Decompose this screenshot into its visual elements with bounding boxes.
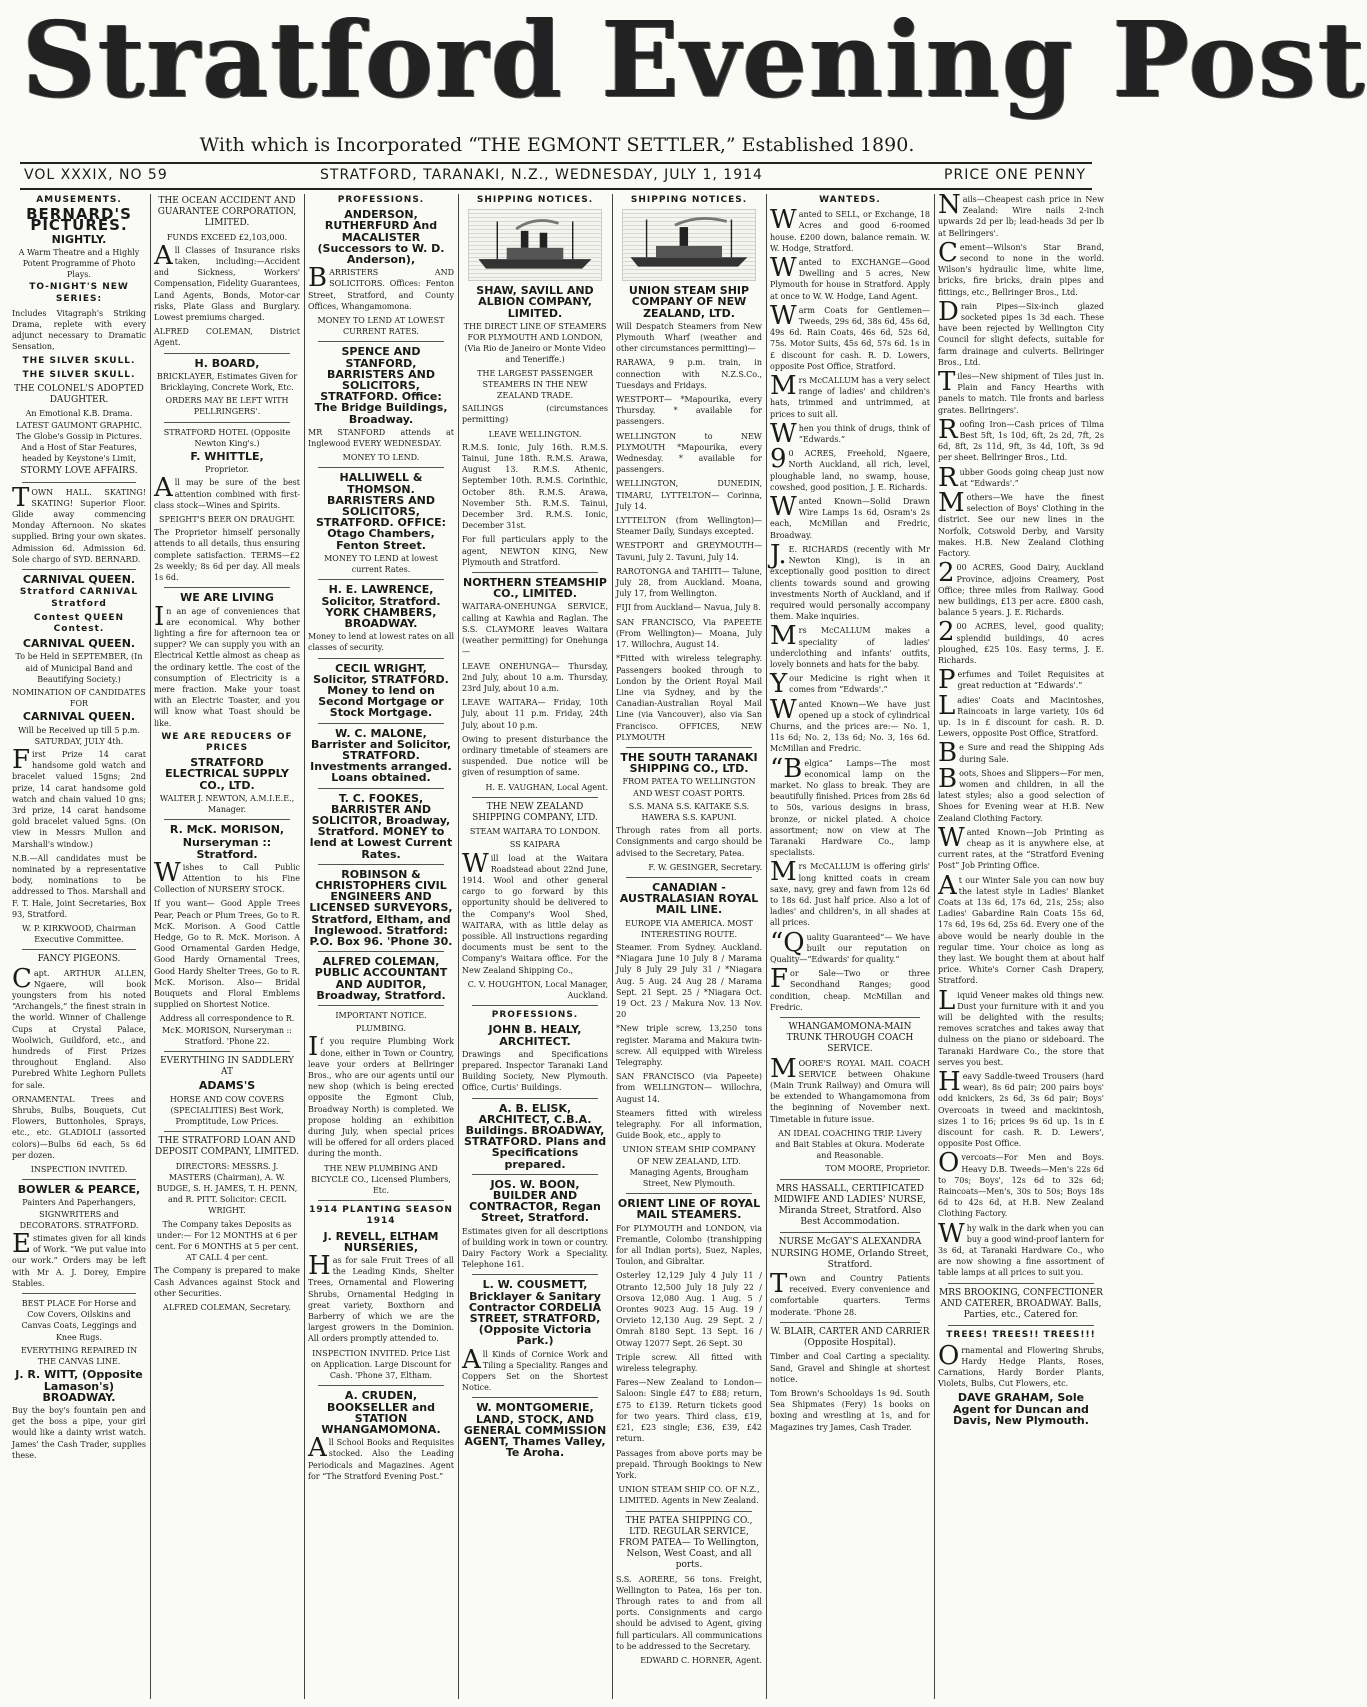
column-classifieds (938, 190, 1104, 1699)
classified-ad: Boots, Shoes and Slippers—For men, women and children, in all the latest styles; also a good selection of Shoes for Evening wear at H.B. New Zealand Clothing Factory. (938, 763, 1104, 823)
ad-text: *Fitted with wireless telegraphy. Passengers booked through to London by the Orient Royal Mail Line via Sydney, and by the Canadian-Australian Royal Mail Line (via Vancouver), also via San Francisco. OFFICES, NEW PLYMOUTH (616, 654, 762, 742)
ad-headline: SPENCE AND STANFORD, BARRISTERS AND SOLICITORS, STRATFORD. Office: The Bridge Buildings, Broadway. (314, 345, 448, 426)
film-title: THE SILVER SKULL. (22, 369, 136, 380)
ad-text: Address all correspondence to R. McK. MORISON, Nurseryman :: Stratford. 'Phone 22. (159, 1014, 295, 1046)
classified-ad: Heavy Saddle-tweed Trousers (hard wear), 8s 6d pair; 200 pairs boys' odd knickers, 2s 6d, 3s 6d pair; Boys' Overcoats in tweed and mackintosh, sizes 1 to 16; prices 9s 6d up. 1s in £ discount for cash. R. D. Lewers', opposite Post Office. (938, 1067, 1104, 1149)
ad-headline: W. C. MALONE, Barrister and Solicitor, STRATFORD. Investments arranged. Loans obtained. (310, 726, 452, 785)
ad-text: LYTTELTON (from Wellington)— Steamer Daily, Sundays excepted. (616, 516, 762, 537)
ad-text: Fares—New Zealand to London— Saloon: Single £47 to £88; return, £75 to £139. Return tickets good for two years. Third class, £19, £21, £23 single; £36, £39, £42 return. (616, 1378, 762, 1444)
ad-text: WESTPORT— *Mapourika, every Thursday. * available for passengers. (616, 395, 762, 427)
ad-text: W. P. KIRKWOOD, Chairman Executive Committee. (21, 923, 137, 945)
ad-text: Ornamental and Flowering Shrubs, Hardy Hedge Plants, Roses, Carnations, Hardy Border Plants, Violets, Bulbs, Cut Flowers, etc. (938, 1340, 1104, 1389)
classified-ad: “Belgica” Lamps—The most economical lamp on the market. No glass to break. They are beautifully finished. Prices from 28s 6d to 50s, various designs in brass, bronze, or nickel plated. A choice assortment; now on view at The Taranaki Hardware Co., lamp specialists. (770, 753, 930, 858)
section-heading: WANTEDS. (819, 195, 881, 205)
ad-text: SAN FRANCISCO (via Papeete) from WELLINGTON— Willochra, August 14. (616, 1072, 762, 1104)
classified-ad: Wanted to EXCHANGE—Good Dwelling and 5 acres, New Plymouth for house in Stratford. Apply at once to W. W. Hodge, Land Agent. (770, 253, 930, 301)
ad-headline: EVERYTHING IN SADDLERY AT (160, 1056, 294, 1078)
ad-headline: DAVE GRAHAM, Sole Agent for Duncan and Davis, New Plymouth. (953, 1391, 1089, 1427)
classified-ad: Nails—Cheapest cash price in New Zealand: Wire nails 2-inch upwards 2d per lb; lead-heads 3d per lb at Bellringers'. (938, 190, 1104, 238)
ad-subhead: WE ARE REDUCERS OF PRICES (161, 731, 293, 753)
ad-text: SPEIGHT'S BEER ON DRAUGHT. (158, 515, 296, 525)
issue-info-bar (20, 162, 1092, 190)
ad-headline: THE PATEA SHIPPING CO., LTD. REGULAR SERVICE, FROM PATEA— To Wellington, Nelson, West Coast, and all ports. (619, 1515, 759, 1571)
ad-text: MONEY TO LEND at lowest current Rates. (324, 553, 438, 575)
ad-text: WELLINGTON, DUNEDIN, TIMARU, LYTTELTON— Corinna, July 14. (616, 479, 762, 511)
ad-headline: ORIENT LINE OF ROYAL MAIL STEAMERS. (617, 1197, 761, 1222)
ad-text: H. E. VAUGHAN, Local Agent. (485, 782, 608, 792)
ad-text: Through rates from all ports. Consignments and cargo should be advised to the Secretary, Patea. (616, 826, 762, 858)
ad-text: EDWARD C. HORNER, Agent. (640, 1655, 762, 1665)
classified-ad: 90 ACRES, Freehold, Ngaere, North Auckland, all rich, level, ploughable land, no swamp, house, cowshed, good position, J. E. Richards. (770, 444, 930, 492)
ad-text: IMPORTANT NOTICE. (335, 1011, 427, 1020)
ad-text: MONEY TO LEND. (342, 453, 420, 463)
column-amusements (12, 194, 146, 1699)
ad-text: NOMINATION OF CANDIDATES FOR (12, 687, 146, 709)
column-rule (150, 194, 151, 1699)
ad-text: LEAVE WAITARA— Friday, 10th July, about 11 p.m. Friday, 24th July, about 10 p.m. (462, 698, 608, 730)
ad-headline: H. BOARD, (194, 356, 260, 370)
classified-ad: Perfumes and Toilet Requisites at great reduction at “Edwards'.” (938, 665, 1104, 696)
ad-text: Money to lend at lowest rates on all classes of security. (308, 632, 454, 653)
ad-headline: MRS BROOKING, CONFECTIONER AND CATERER, BROADWAY. Balls, Parties, etc., Catered for. (939, 1287, 1103, 1321)
ad-headline: THE OCEAN ACCIDENT AND GUARANTEE CORPORATION, LIMITED. (157, 196, 297, 229)
ad-headline: ROBINSON & CHRISTOPHERS CIVIL ENGINEERS AND LICENSED SURVEYORS, Stratford, Eltham, and Inglewood. Stratford: P.O. Box 96. 'Phone 30. (309, 867, 453, 948)
ad-text: WALTER J. NEWTON, A.M.I.E.E., Manager. (159, 793, 295, 814)
ad-text: PLUMBING. (356, 1024, 406, 1034)
ad-text: Includes Vitagraph's Striking Drama, replete with every adjunct necessary to Dramatic Sensation, (12, 308, 146, 352)
classified-ad: Ladies' Coats and Macintoshes, Raincoats in large variety, 10s 6d up. 1s in £ discount for cash. R. D. Lewers, opposite Post Office, Stratford. (938, 690, 1104, 739)
classified-ad: Roofing Iron—Cash prices of Tilma Best 5ft, 1s 10d, 6ft, 2s 2d, 7ft, 2s 6d, 8ft, 2s 11d, 9ft, 3s 4d, 10ft, 3s 9d per sheet. Bellringer Bros., Ltd. (938, 414, 1104, 463)
steamship-illustration (622, 209, 756, 281)
classified-ad: Wanted Known—We have just opened up a stock of cylindrical Churns, and the prices are:— No. 1, 11s 6d; No. 2, 13s 6d; No. 3, 16s 6d. McMillan and Fredric. (770, 694, 930, 754)
steamship-illustration (468, 209, 602, 281)
classified-ad: Mrs McCALLUM makes a speciality of ladies' underclothing and infants' outfits, lovely bonnets and hats for the baby. (770, 621, 930, 669)
ad-text: WELLINGTON to NEW PLYMOUTH *Mapourika, every Wednesday. * available for passengers. (616, 431, 762, 475)
ad-text: Town and Country Patients received. Every convenience and comfortable quarters. Terms moderate. 'Phone 28. (770, 1269, 930, 1317)
column-professions (308, 194, 454, 1699)
classified-ad: 200 ACRES, Good Dairy, Auckland Province, adjoins Creamery, Post Office; three miles from Railway. Good new buildings, £13 per acre. £800 cash, balance 5 years. J. E. Richards. (938, 558, 1104, 618)
ad-headline: TREES! TREES!! TREES!!! (946, 1330, 1096, 1341)
ad-headline: JOS. W. BOON, BUILDER AND CONTRACTOR, Regan Street, Stratford. (469, 1177, 601, 1225)
ad-text: Capt. ARTHUR ALLEN, Ngaere, will book youngsters from his noted “Archangels,” the finest strain in the world. Winner of Challenge Cups at Crystal Palace, Woolwich, Guildford, etc., and hundreds of First Prizes throughout England. Also Purebred White Leghorn Pullets for sale. (12, 963, 146, 1090)
classified-ad: When you think of drugs, think of “Edwards.” (770, 418, 930, 449)
ad-headline: HALLIWELL & THOMSON. BARRISTERS AND SOLICITORS, STRATFORD. OFFICE: Otago Chambers, Fenton Street. (316, 471, 446, 552)
ad-text: A Warm Theatre and a Highly Potent Programme of Photo Plays. (18, 247, 140, 280)
ad-text: Owing to present disturbance the ordinary timetable of steamers are suspended. Due notice will be given of resumption of same. (462, 734, 608, 778)
ad-subhead: Stratford CARNIVAL Stratford (19, 587, 139, 609)
ad-headline: F. WHITTLE, (190, 450, 264, 464)
ad-text: *New triple screw, 13,250 tons register. Marama and Makura twin-screw. All equipped with Wireless Telegraphy. (616, 1024, 762, 1067)
ad-text: Timber and Coal Carting a speciality. Sand, Gravel and Shingle at shortest notice. (770, 1352, 930, 1384)
ad-headline: THE NEW ZEALAND SHIPPING COMPANY, LTD. (472, 801, 598, 823)
classified-ad: Cement—Wilson's Star Brand, second to none in the world. Wilson's hydraulic lime, white lime, bricks, fire bricks, drain pipes and fittings, etc., Bellringer Bros., Ltd. (938, 237, 1104, 297)
ad-text: S.S. AORERE, 56 tons. Freight, Wellington to Patea, 16s per ton. Through rates to and from all ports. Consignments and cargo should be advised to Agent, giving full particulars. All communications to be addressed to the Secretary. (616, 1574, 762, 1651)
ad-text: F. W. GESINGER, Secretary. (648, 862, 762, 872)
classified-ad: Warm Coats for Gentlemen— Tweeds, 29s 6d, 38s 6d, 45s 6d, 49s 6d. Rain Coats, 46s 6d, 52s 6d, 75s. Motor Suits, 45s 6d, 57s 6d. 1s in £ discount for cash. R. D. Lowers, opposite Post Office, Stratford. (770, 300, 930, 371)
ad-text: UNION STEAM SHIP COMPANY OF NEW ZEALAND, LTD. Managing Agents, Brougham Street, New Plymouth. (622, 1145, 756, 1189)
steamship-icon (469, 210, 601, 280)
ad-subhead: 1914 PLANTING SEASON 1914 (309, 1205, 453, 1227)
ad-text: Painters And Paperhangers, SIGNWRITERS and DECORATORS. STRATFORD. (19, 1198, 139, 1230)
ad-text: C. V. HOUGHTON, Local Manager, Auckland. (467, 979, 608, 1000)
classified-ad: Wanted to SELL, or Exchange, 18 Acres and good 6-roomed house. £200 down, balance remain. W. W. Hodge, Stratford. (770, 205, 930, 253)
ad-text: RAROTONGA and TAHITI— Talune, July 28, from Auckland. Moana, July 17, from Wellington. (616, 566, 762, 599)
section-heading: SHIPPING NOTICES. (630, 195, 748, 205)
ad-headline: J. REVELL, ELTHAM NURSERIES, (323, 1229, 439, 1254)
ad-headline: MRS HASSALL, CERTIFICATED MIDWIFE AND LADIES' NURSE, Miranda Street, Stratford. Also Best Accommodation. (773, 1183, 927, 1228)
ad-text: SS KAIPARA (509, 840, 561, 850)
section-heading: PROFESSIONS. (337, 195, 425, 205)
ad-text: STEAM WAITARA TO LONDON. (469, 827, 601, 837)
classified-ad: “Quality Guaranteed”— We have built our reputation on Quality—“Edwards' for quality.” (770, 927, 930, 964)
classified-ad: J.E. RICHARDS (recently with Mr Newton King), is in an exceptionally good position to direct clients towards sound and growing investments North of Auckland, and if required would personally accompany them. Make inquiries. (770, 539, 930, 622)
ad-text: ORNAMENTAL Trees and Shrubs, Bulbs, Bouquets, Cut Flowers, Buttonholes, Sprays, etc., etc. GLADIOLI (assorted colors)—Bulbs 6d each, 5s 6d per dozen. (12, 1094, 146, 1160)
ad-headline: L. W. COUSMETT, Bricklayer & Sanitary Contractor CORDELIA STREET, STRATFORD, (Opposite Victoria Park.) (468, 1278, 602, 1348)
ad-text: LEAVE WELLINGTON. (488, 429, 582, 439)
classified-ad: At our Winter Sale you can now buy the latest style in Ladies' Blanket Coats at 13s 6d, 17s 6d, 21s, 25s; also Ladies' Gabardine Rain Coats 15s 6d, 17s 6d, 19s 6d, 25s 6d. Every one of the above would be nearly double in the regular time. Your choice as long as they last. We bought them at about half price. White's Corner Cash Drapery, Stratford. (938, 870, 1104, 986)
ad-text: To be Held in SEPTEMBER, (In aid of Municipal Band and Beautifying Society.) (15, 652, 143, 684)
ad-text: DIRECTORS: MESSRS. J. MASTERS (Chairman), A. W. BUDGE, S. H. JAMES, T. H. PENN, and R. PITT. Solicitor: CECIL WRIGHT. (156, 1161, 298, 1216)
ad-text: INSPECTION INVITED. Price List on Application. Large Discount for Cash. 'Phone 37, Eltham. (310, 1348, 452, 1381)
dateline: STRATFORD, TARANAKI, N.Z., WEDNESDAY, JULY 1, 1914 (320, 167, 763, 183)
ad-text: Estimates given for all kinds of Work. “We put value into our work.” Orders may be left with Mr A. J. Dorey, Empire Stables. (12, 1229, 146, 1288)
ad-text: Drawings and Specifications prepared. Inspector Taranaki Land Building Society, New Plymouth. Office, Curtis' Buildings. (462, 1049, 608, 1093)
ad-headline: ALFRED COLEMAN, PUBLIC ACCOUNTANT AND AUDITOR, Broadway, Stratford. (314, 955, 448, 1002)
ad-text: Will be Received up till 5 p.m. SATURDAY, JULY 4th. (18, 725, 140, 746)
classified-ad: For Sale—Two or three Secondhand Ranges; good condition, cheap. McMillan and Fredric. (770, 964, 930, 1012)
newspaper-title: Stratford Evening Post (22, 0, 1367, 121)
column-rule (612, 194, 613, 1699)
ad-text: MOORE'S ROYAL MAIL COACH SERVICE between Ohakune (Main Trunk Railway) and Omura will be extended to Whangamomona from the beginning of November next. Timetable in future issue. (770, 1053, 930, 1124)
ad-headline: CARNIVAL QUEEN. (22, 710, 136, 724)
classified-ad: Rubber Goods going cheap just now at “Edwards'.” (938, 462, 1104, 493)
ad-text: N.B.—All candidates must be nominated by a representative body, nominations to be addressed to Thos. Marshall and F. T. Hale, Joint Secretaries, Box 93, Stratford. (12, 853, 146, 919)
ad-headline: R. McK. MORISON, (169, 823, 285, 837)
ad-text: Proprietor. (205, 465, 249, 475)
ad-text: S.S. MANA S.S. KAITAKE S.S. HAWERA S.S. KAPUNI. (628, 801, 750, 822)
ad-headline: A. CRUDEN, BOOKSELLER and STATION WHANGAMOMONA. (321, 1389, 441, 1436)
ad-headline: JOHN B. HEALY, ARCHITECT. (488, 1023, 582, 1048)
classified-ad: Wanted Known—Job Printing as cheap as it is anywhere else, at current rates, at the “Stratford Evening Post” Job Printing Office. (938, 822, 1104, 871)
ad-headline: WE ARE LIVING (180, 591, 274, 605)
ad-headline: NURSE McGAY'S ALEXANDRA NURSING HOME, Orlando Street, Stratford. (771, 1237, 929, 1270)
ad-text: If you want— Good Apple Trees Pear, Peach or Plum Trees, Go to R. McK. Morison. A Good Cattle Hedge, Go to R. McK. Morison. A Good Ornamental Garden Hedge, Good Hardy Ornamental Trees, Good Hardy Shelter Trees, Go to R. McK. Morison. Also— Bridal Bouquets and Floral Emblems supplied on Shortest Notice. (154, 899, 300, 1010)
ad-text: EVERYTHING REPAIRED IN THE CANVAS LINE. (20, 1345, 138, 1367)
classified-ad: Overcoats—For Men and Boys. Heavy D.B. Tweeds—Men's 22s 6d to 70s; Boys', 12s 6d to 32s 6d; Raincoats—Men's, 30s to 50s; Boys 18s 6d to 42s 6d, at H.B. New Zealand Clothing Factory. (938, 1148, 1104, 1219)
column-shipping-2 (616, 194, 762, 1699)
ad-headline: STRATFORD ELECTRICAL SUPPLY CO., LTD. (165, 756, 289, 792)
ad-text: Has for sale Fruit Trees of all the Leading Kinds, Shelter Trees, Ornamental and Flowering Shrubs, Ornamental Hedging in great variety, Boxthorn and Barberry of which we are the largest growers in the Dominion. All orders promptly attended to. (308, 1251, 454, 1344)
ad-text: EUROPE VIA AMERICA. MOST INTERESTING ROUTE. (625, 918, 753, 939)
ad-text: BARRISTERS AND SOLICITORS. Offices: Fenton Street, Stratford, and County Offices, Whangamomona. (308, 263, 454, 311)
masthead-subtitle: With which is Incorporated “THE EGMONT SETTLER,” Established 1890. (199, 134, 915, 156)
ad-text: THE NEW PLUMBING AND BICYCLE CO., Licensed Plumbers, Etc. (311, 1163, 451, 1196)
ad-headline: CANADIAN - AUSTRALASIAN ROYAL MAIL LINE. (619, 880, 759, 917)
steamship-icon (623, 210, 755, 280)
classified-ad: Wanted Known—Solid Drawn Wire Lamps 1s 6d, Osram's 2s each, McMillan and Fredric, Broadway. (770, 492, 930, 540)
ad-headline: CECIL WRIGHT, Solicitor, STRATFORD. Money to lend on Second Mortgage or Stock Mortgage. (313, 661, 449, 720)
ad-headline: BERNARD'S PICTURES. (26, 205, 132, 235)
ad-text: The Proprietor himself personally attends to all details, thus ensuring complete satisfaction. TERMS—£2 2s weekly; 8s 6d per day. All meals 1s 6d. (154, 528, 300, 583)
ad-text: LEAVE ONEHUNGA— Thursday, 2nd July, about 10 a.m. Thursday, 23rd July, about 10 a.m. (462, 661, 608, 693)
ad-headline: ADAMS'S (198, 1079, 256, 1093)
ad-text: R.M.S. Ionic, July 16th. R.M.S. Tainui, June 18th. R.M.S. Arawa, August 13. R.M.S. Athenic, September 10th. R.M.S. Corinthic, October 8th. R.M.S. Arawa, November 5th. R.M.S. Tainui, December 3rd. R.M.S. Ionic, December 31st. (462, 442, 608, 531)
ad-text: Will load at the Waitara Roadstead about 22nd June, 1914. Wool and other general cargo to go forward by this opportunity should be delivered to the Company's Wool Shed, WAITARA, with as little delay as possible. All instructions regarding documents must be sent to the Company's Waitara office. For the New Zealand Shipping Co., (462, 848, 608, 975)
ad-text: Buy the boy's fountain pen and get the boss a pipe, your girl would like a dainty wrist watch. James' the Cash Trader, supplies these. (12, 1405, 146, 1460)
ad-text: BRICKLAYER, Estimates Given for Bricklaying, Concrete Work, Etc. (156, 371, 298, 393)
column-wanteds (770, 194, 930, 1699)
ad-text: AN IDEAL COACHING TRIP. Livery and Bait Stables at Okura. Moderate and Reasonable. (775, 1128, 925, 1161)
ad-headline: NORTHERN STEAMSHIP CO., LIMITED. (463, 576, 607, 601)
classified-ad: Your Medicine is right when it comes from “Edwards'.” (770, 669, 930, 700)
ad-text: STRATFORD HOTEL (Opposite Newton King's.) (163, 427, 291, 448)
ad-text: RARAWA, 9 p.m. train, in connection with N.Z.S.Co., Tuesdays and Fridays. (616, 358, 762, 390)
ad-headline: W. BLAIR, CARTER AND CARRIER (Opposite Hospital). (770, 1326, 930, 1349)
ad-text: MR STANFORD attends at Inglewood EVERY WEDNESDAY. (308, 427, 454, 449)
film-title: THE COLONEL'S ADOPTED DAUGHTER. (14, 384, 144, 406)
sailing-schedule: Steamer. From Sydney. Auckland. *Niagara June 10 July 8 / Marama July 8 July 29 July 31 / *Niagara Aug. 5 Aug. 24 Aug 28 / Marama Sept. 21 Sept. 25 / *Niagara Oct. 19 Oct. 23 / Makura Nov. 13 Nov. 20 (616, 942, 762, 1020)
ad-headline: ANDERSON, RUTHERFURD And MACALISTER (Successors to W. D. Anderson), (317, 208, 445, 267)
ad-headline: FANCY PIGEONS. (37, 954, 121, 965)
ad-headline: W. MONTGOMERIE, LAND, STOCK, AND GENERAL COMMISSION AGENT, Thames Valley, Te Aroha. (463, 1401, 607, 1460)
ad-text: Steamers fitted with wireless telegraphy. For all information, Guide Book, etc., apply to (616, 1108, 762, 1141)
classified-ad: Why walk in the dark when you can buy a good wind-proof lantern for 3s 6d, at Taranaki Hardware Co., who are now showing a fine assortment of table lamps at all prices to suit you. (938, 1218, 1104, 1278)
ad-text: If you require Plumbing Work done, either in Town or Country, leave your orders at Bellringer Bros., who are our agents until our new shop (which is being erected opposite the Egmont Club, Broadway North) is completed. We propose holding an exhibition during July, when special prices will be offered for all orders placed during the month. (308, 1032, 454, 1159)
sailing-schedule: Osterley 12,129 July 4 July 11 / Otranto 12,500 July 18 July 22 / Orsova 12,080 Aug. 1 Aug. 5 / Orontes 9023 Aug. 15 Aug. 19 / Orvieto 12,130 Aug. 29 Sept. 2 / Omrah 8180 Sept. 13 Sept. 16 / Otway 12077 Sept. 26 Sept. 30 (616, 1271, 762, 1348)
ad-headline: THE SOUTH TARANAKI SHIPPING CO., LTD. (620, 750, 758, 776)
ad-text: ALFRED COLEMAN, Secretary. (163, 1303, 291, 1313)
ad-text: HORSE AND COW COVERS (SPECIALITIES) Best Work, Promptitude, Low Prices. (169, 1094, 285, 1127)
ad-text: All School Books and Requisites stocked. Also the Leading Periodicals and Magazines. Agent for “The Stratford Evening Post.” (308, 1433, 454, 1481)
ad-text: First Prize 14 carat handsome gold watch and bracelet valued 15gns; 2nd prize, 14 carat handsome gold watch and chain valued 10 gns; 3rd prize, 14 carat handsome gold bracelet valued 5gns. (On view in Messrs Mullon and Marshall's window.) (12, 744, 146, 849)
ad-text: SAILINGS (circumstances permitting) (462, 404, 608, 425)
ad-text: Wishes to Call Public Attention to his Fine Collection of NURSERY STOCK. (154, 857, 300, 895)
ad-headline: CARNIVAL QUEEN. (22, 573, 136, 587)
ad-text: In an age of conveniences that are economical. Why bother lighting a fire for afternoon tea or supper? We can supply you with an Electrical Kettle almost as cheap as the ordinary kettle. The cost of the consumption of Electricity is a mere fraction. Make your toast with an Electric Toaster, and you will know what Toast should be like. (154, 601, 300, 728)
ad-text: TOM MOORE, Proprietor. (825, 1164, 930, 1174)
columns-area (12, 190, 1104, 1699)
ad-text: FUNDS EXCEED £2,103,000. (166, 232, 288, 242)
ad-text: WAITARA-ONEHUNGA SERVICE, calling at Kawhia and Raglan. The S.S. CLAYMORE leaves Waitara (weather permitting) for Onehunga— (462, 602, 608, 657)
classified-ad: Drain Pipes—Six-inch glazed socketed pipes 1s 3d each. These have been rejected by Wellington City Council for slight defects, suitable for farm drainage and culverts. Bellringer Bros., Ltd. (938, 296, 1104, 367)
ad-text: TOWN HALL. SKATING! SKATING! Superior Floor. Glide away commencing Monday Afternoon. No skates supplied. Bring your own skates. Admission 6d. Admission 6d. Sole chargo of SYD. BERNARD. (12, 482, 146, 564)
ad-text: ORDERS MAY BE LEFT WITH PELLRINGERS'. (165, 396, 289, 417)
classified-ad: Mrs McCALLUM is offering girls' long knitted coats in cream saxe, navy, grey and fawn from 12s 6d to 18s 6d. Just half price. Also a lot of ladies' and children's, in all shades at all prices. (770, 857, 930, 928)
volume-number: VOL XXXIX, NO 59 (24, 167, 168, 183)
ad-text: UNION STEAM SHIP CO. OF N.Z., LIMITED. Agents in New Zealand. (618, 1485, 760, 1506)
classified-ad: 200 ACRES, level, good quality; splendid buildings, 40 acres ploughed, £25 10s. Easy terms, J. E. Richards. (938, 617, 1104, 665)
ad-text: SAN FRANCISCO, Via PAPEETE (From Wellington)— Moana, July 17. Willochra, August 14. (616, 617, 762, 650)
column-rule (934, 194, 935, 1699)
ad-text: Will Despatch Steamers from New Plymouth Wharf (weather and other circumstances permitting)— (616, 321, 762, 354)
column-rule (304, 194, 305, 1699)
column-shipping-1 (462, 194, 608, 1699)
ad-headline: UNION STEAM SHIP COMPANY OF NEW ZEALAND, LTD. (628, 284, 750, 320)
section-heading: AMUSEMENTS. (36, 195, 122, 205)
film-title: THE SILVER SKULL. (22, 355, 136, 366)
ad-text: For full particulars apply to the agent, NEWTON KING, New Plymouth and Stratford. (462, 535, 608, 567)
ad-text: BEST PLACE For Horse and Cow Covers, Oilskins and Canvas Coats, Leggings and Knee Rugs. (21, 1299, 137, 1342)
classified-ad: Be Sure and read the Shipping Ads during Sale. (938, 738, 1104, 769)
ad-text: An Emotional K.B. Drama. LATEST GAUMONT GRAPHIC. The Globe's Gossip in Pictures. And a Host of Star Features, headed by Keystone's Limit, (15, 409, 143, 464)
masthead (0, 0, 1367, 156)
column-rule (458, 194, 459, 1699)
ad-headline: J. R. WITT, (Opposite Lamason's) BROADWAY. (15, 1368, 143, 1404)
ad-text: All may be sure of the best attention combined with first-class stock—Wines and Spirits. (154, 473, 300, 510)
column-insurance (154, 194, 300, 1699)
ad-text: WESTPORT and GREYMOUTH— Tavuni, July 2. Tavuni, July 14. (616, 541, 762, 562)
ad-headline: T. C. FOOKES, BARRISTER AND SOLICITOR, Broadway, Stratford. MONEY to lend at Lowest Current Rates. (309, 791, 453, 861)
ad-text: FIJI from Auckland— Navua, July 8. (616, 603, 761, 613)
ad-text: All Kinds of Cornice Work and Tiling a Speciality. Ranges and Coppers Set on the Shortest Notice. (462, 1344, 608, 1393)
ad-text: FROM PATEA TO WELLINGTON AND WEST COAST PORTS. (622, 777, 756, 798)
ad-text: The Company is prepared to make Cash Advances against Stock and other Securities. (154, 1266, 300, 1298)
ad-text: Estimates given for all descriptions of building work in town or country. Dairy Factory Work a Speciality. Telephone 161. (462, 1226, 608, 1270)
ad-text: Passages from above ports may be prepaid. Through Bookings to New York. (616, 1448, 762, 1480)
ad-text: Triple screw. All fitted with wireless telegraphy. (616, 1352, 762, 1374)
ad-text: MONEY TO LEND AT LOWEST CURRENT RATES. (317, 316, 445, 337)
ad-text: All Classes of Insurance risks taken, including:—Accident and Sickness, Workers' Compensation, Fidelity Guarantees, Land Agents, Bonds, Motor-car risks, Plate Glass and Burglary. Lowest premiums charged. (154, 240, 300, 323)
ad-text: THE LARGEST PASSENGER STEAMERS IN THE NEW ZEALAND TRADE. (477, 368, 593, 401)
ad-headline: WHANGAMOMONA-MAIN TRUNK THROUGH COACH SERVICE. (786, 1022, 914, 1055)
ad-subhead: Nurseryman :: Stratford. (182, 836, 272, 861)
price: PRICE ONE PENNY (944, 167, 1086, 183)
ad-text: THE DIRECT LINE OF STEAMERS FOR PLYMOUTH AND LONDON, (Via Rio de Janeiro or Monte Video and Teneriffe.) (463, 321, 607, 365)
ad-text: For PLYMOUTH and LONDON, via Fremantle, Colombo (transhipping for all Indian ports), Suez, Naples, Toulon, and Gibraltar. (616, 1223, 762, 1267)
ad-headline: CARNIVAL QUEEN. (22, 637, 136, 651)
ad-text: Tom Brown's Schooldays 1s 9d. South Sea Shipmates (Fery) 1s books on boxing and wrestling at 1s, and for Magazines try James, Cash Trader. (770, 1388, 930, 1432)
ad-headline: A. B. ELISK, ARCHITECT, C.B.A. Buildings. BROADWAY, STRATFORD. Plans and Specifications prepared. (463, 1101, 607, 1171)
ad-text: The Company takes Deposits as under:— For 12 MONTHS at 6 per cent. For 6 MONTHS at 5 per cent. AT CALL 4 per cent. (155, 1219, 299, 1263)
ad-headline: BOWLER & PEARCE, (17, 1183, 141, 1197)
classified-ad: Tiles—New shipment of Tiles just in. Plain and Fancy Hearths with panels to match. Tile fronts and barless grates. Bellringers'. (938, 367, 1104, 415)
classified-ad: Liquid Veneer makes old things new. Dust your furniture with it and you will be delighted with the results; removes scratches and takes away that dulness on the piano or sideboard. The Taranaki Hardware Co., the store that serves you best. (938, 985, 1104, 1067)
ad-headline: SHAW, SAVILL AND ALBION COMPANY, LIMITED. (476, 284, 594, 320)
ad-subhead: TO-NIGHT'S NEW SERIES: (29, 282, 129, 304)
ad-subhead: Contest QUEEN Contest. (33, 612, 125, 634)
film-title: STORMY LOVE AFFAIRS. (20, 466, 138, 477)
ad-headline: H. E. LAWRENCE, Solicitor, Stratford. YORK CHAMBERS, BROADWAY. (321, 583, 441, 630)
ad-text: ALFRED COLEMAN, District Agent. (154, 327, 300, 348)
section-heading: SHIPPING NOTICES. (476, 195, 594, 205)
column-rule (766, 194, 767, 1699)
classified-ad: Mothers—We have the finest selection of Boys' Clothing in the district. See our new lines in the Norfolk, Cotswold Derby, and Varsity makes. H.B. New Zealand Clothing Factory. (938, 488, 1104, 559)
classified-ad: Mrs McCALLUM has a very select range of ladies' and children's hats, trimmed and untrimmed, at prices to suit all. (770, 371, 930, 419)
ad-text: INSPECTION INVITED. (30, 1165, 128, 1175)
ad-headline: THE STRATFORD LOAN AND DEPOSIT COMPANY, LIMITED. (154, 1136, 300, 1158)
section-heading: PROFESSIONS. (491, 1010, 579, 1021)
ad-subhead: NIGHTLY. (51, 232, 107, 246)
